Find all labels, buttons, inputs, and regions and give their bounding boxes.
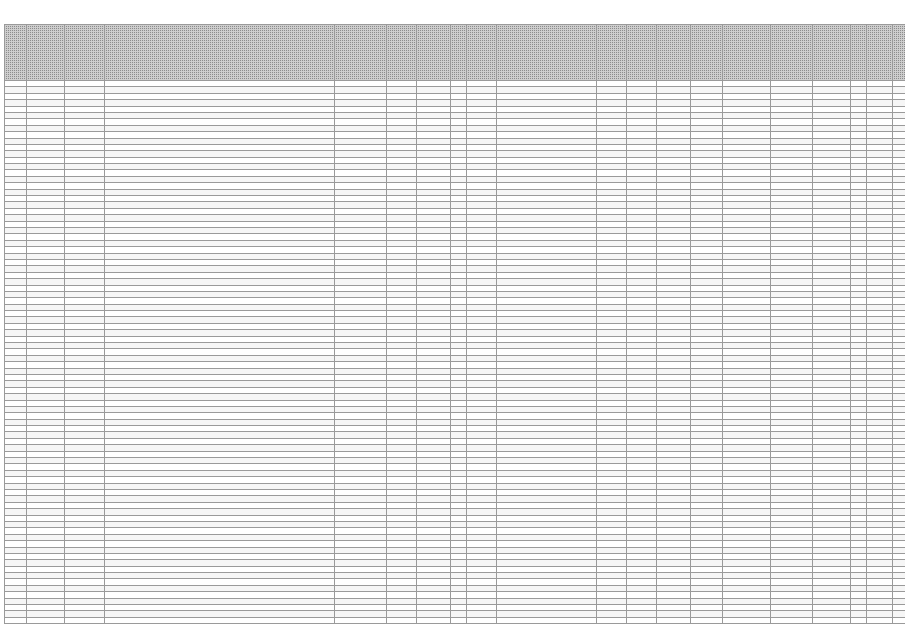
table-cell — [65, 617, 105, 623]
column-header-9 — [467, 25, 497, 81]
column-header-4 — [105, 25, 335, 81]
column-header-17 — [813, 25, 851, 81]
table-cell — [467, 617, 497, 623]
table-cell — [597, 617, 627, 623]
table-cell — [867, 617, 893, 623]
table-cell — [497, 617, 597, 623]
column-header-14 — [691, 25, 723, 81]
table-header — [5, 25, 905, 81]
column-header-2 — [27, 25, 65, 81]
column-header-11 — [597, 25, 627, 81]
table-cell — [657, 617, 691, 623]
table-cell — [27, 617, 65, 623]
table-cell — [893, 617, 905, 623]
column-header-18 — [851, 25, 867, 81]
table-cell — [105, 617, 335, 623]
header-row — [5, 25, 905, 81]
column-header-8 — [451, 25, 467, 81]
table-cell — [335, 617, 387, 623]
column-header-12 — [627, 25, 657, 81]
table-cell — [771, 617, 813, 623]
table-cell — [451, 617, 467, 623]
table-cell — [627, 617, 657, 623]
table-row — [5, 617, 905, 623]
column-header-19 — [867, 25, 893, 81]
column-header-5 — [335, 25, 387, 81]
data-table — [4, 24, 905, 624]
table-cell — [723, 617, 771, 623]
column-header-10 — [497, 25, 597, 81]
column-header-1 — [5, 25, 27, 81]
table-cell — [851, 617, 867, 623]
column-header-3 — [65, 25, 105, 81]
column-header-6 — [387, 25, 417, 81]
table-body — [5, 81, 905, 624]
table-cell — [813, 617, 851, 623]
table-cell — [417, 617, 451, 623]
table-cell — [691, 617, 723, 623]
column-header-13 — [657, 25, 691, 81]
table-cell — [5, 617, 27, 623]
column-header-7 — [417, 25, 451, 81]
column-header-15 — [723, 25, 771, 81]
table-cell — [387, 617, 417, 623]
column-header-20 — [893, 25, 905, 81]
data-table-sheet — [4, 24, 886, 620]
column-header-16 — [771, 25, 813, 81]
